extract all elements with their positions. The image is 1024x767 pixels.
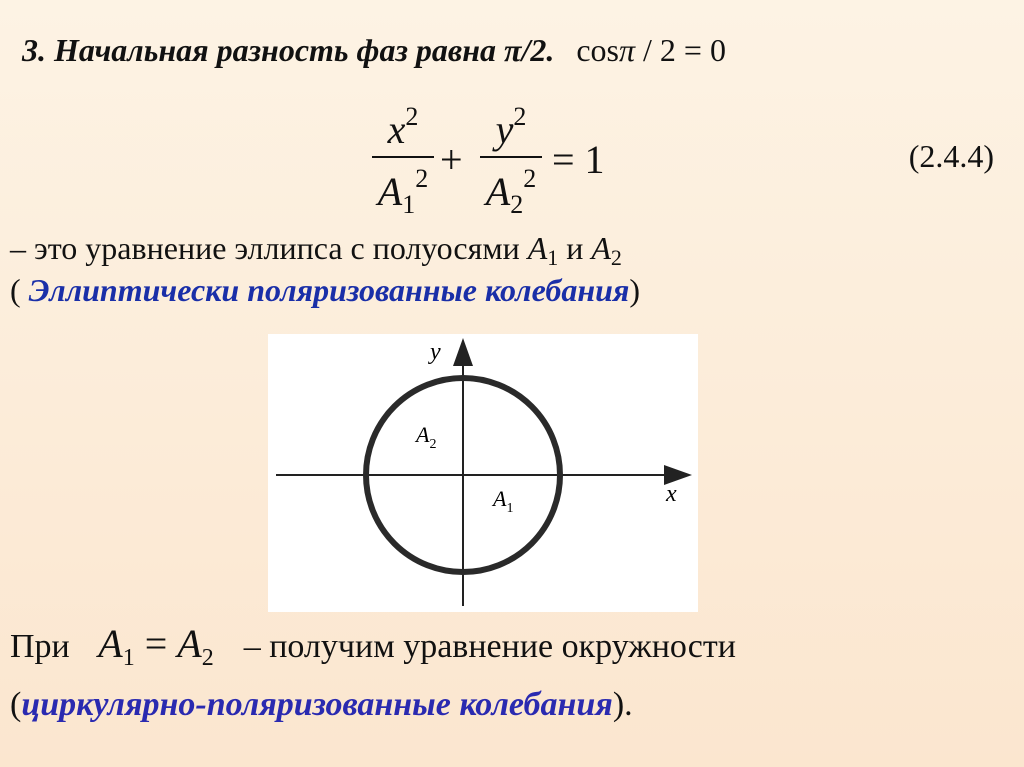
y-axis-label: y <box>430 339 441 365</box>
elliptic-polarization-term: Эллиптически поляризованные колебания <box>28 272 630 308</box>
slide-title <box>22 32 726 69</box>
ellipse-description: – это уравнение эллипса с полуосями $A_1$ и $A_2$ <box>10 230 622 270</box>
circle-diagram <box>268 334 698 612</box>
fraction-y: $y^2$ $A_2^2$ <box>480 104 542 218</box>
plus-sign: + <box>440 137 463 182</box>
a1-label: $A_1$ <box>493 486 514 516</box>
title-text: 3. Начальная разность фаз равна π/2. <box>22 32 555 68</box>
circle-condition-line: При $A_1 = A_2$ – получим уравнение окружности <box>10 621 736 671</box>
elliptic-polarization-line: ( Эллиптически поляризованные колебания) <box>10 272 641 308</box>
cos-condition: cosπ / 2 = 0 <box>576 32 726 68</box>
a1-equals-a2: $A_1 = A_2$ <box>98 621 214 671</box>
a2-label: $A_2$ <box>416 422 437 452</box>
circle-figure <box>268 334 698 612</box>
circular-polarization-line: (циркулярно-поляризованные колебания). <box>10 686 633 723</box>
circular-polarization-term: циркулярно-поляризованные колебания <box>21 686 613 723</box>
x-axis-label: x <box>666 481 677 507</box>
equation-number: (2.4.4) <box>908 138 994 174</box>
equation-rhs: = 1 <box>552 137 605 182</box>
fraction-x: $x^2$ $A_1^2$ <box>372 104 434 218</box>
